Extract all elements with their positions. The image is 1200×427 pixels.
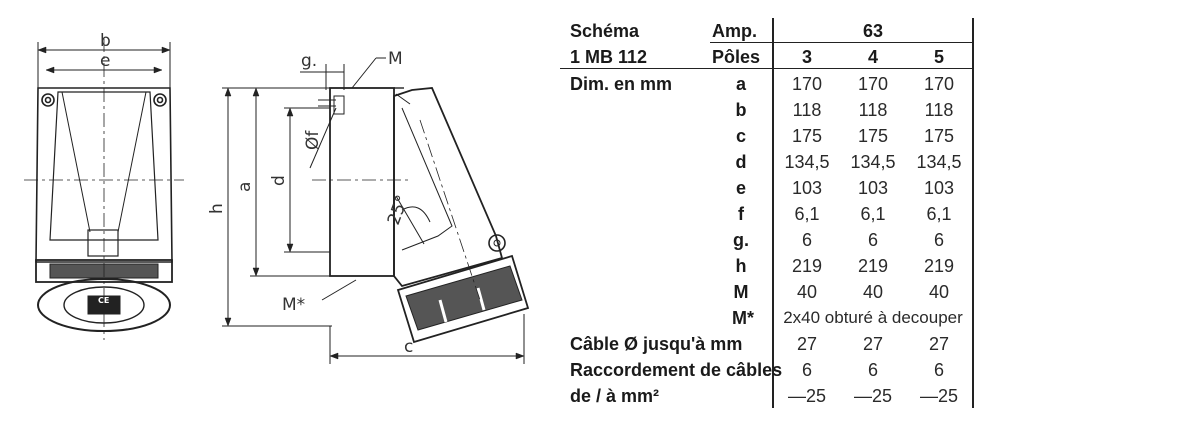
row-value: 134,5 [850,152,896,172]
poles-label: Pôles [712,47,761,67]
row-key: a [735,74,746,94]
dim-label-d: d [269,175,289,186]
table-rule-top [710,42,974,43]
amp-value: 63 [862,21,884,41]
row-value-span: 2x40 obturé à decouper [783,308,963,327]
row-key: c [735,126,746,146]
raccord-label-1: Raccordement de câbles [570,360,783,380]
row-value: 40 [796,282,818,302]
row-value: 118 [924,100,954,120]
ce-mark: CE [98,296,110,305]
row-key: e [735,178,746,198]
row-value: 6,1 [860,204,886,224]
row-value: —25 [787,386,827,406]
row-key: b [735,100,747,120]
row-value: 219 [857,256,889,276]
row-value: 175 [791,126,823,146]
row-value: 118 [792,100,822,120]
row-value: 6 [801,230,812,250]
pole-col-3: 5 [933,47,944,67]
row-value: 175 [923,126,955,146]
row-key: M* [732,308,754,328]
dim-label-angle: 25° [383,192,414,228]
table-rule-header [560,68,974,69]
table-rule-right [972,18,974,408]
row-key: M [733,282,749,302]
row-value: 6 [801,360,812,380]
row-value: 6 [867,230,878,250]
row-value: 27 [862,334,884,354]
pole-col-2: 4 [867,47,878,67]
row-key: h [735,256,747,276]
pole-col-1: 3 [801,47,812,67]
row-value: 6,1 [794,204,820,224]
dims-label: Dim. en mm [570,74,673,94]
row-value: 6 [867,360,878,380]
dim-label-g: g. [301,51,318,71]
cable-label: Câble Ø jusqu'à mm [570,334,743,354]
dim-label-b: b [100,31,111,51]
dim-label-h: h [207,203,227,214]
row-value: 103 [791,178,823,198]
row-value: 40 [928,282,950,302]
row-value: 6 [933,230,944,250]
side-view [222,58,528,364]
row-key: g. [733,230,749,250]
dim-label-c: c [404,337,414,357]
schema-label: Schéma [570,21,640,41]
dim-label-mstar: M* [282,295,306,315]
dim-label-e: e [100,51,111,71]
row-value: 103 [923,178,955,198]
row-value: 170 [791,74,823,94]
spec-table [560,0,1200,427]
row-value: 219 [791,256,823,276]
schema-value: 1 MB 112 [570,47,648,67]
technical-drawing [0,0,560,427]
row-key: f [738,204,744,224]
raccord-label-2: de / à mm² [570,386,660,406]
row-value: 6 [933,360,944,380]
row-value: 40 [862,282,884,302]
row-value: 134,5 [916,152,962,172]
row-value: 170 [923,74,955,94]
row-value: 6,1 [926,204,952,224]
row-value: 118 [858,100,888,120]
row-value: 27 [928,334,950,354]
row-key: d [735,152,747,172]
row-value: —25 [919,386,959,406]
row-value: —25 [853,386,893,406]
row-value: 103 [857,178,889,198]
front-view [24,38,184,340]
row-value: 170 [857,74,889,94]
row-value: 134,5 [784,152,830,172]
dim-label-m: M [388,49,403,69]
row-value: 175 [857,126,889,146]
row-value: 219 [923,256,955,276]
row-value: 27 [796,334,818,354]
dim-label-a: a [235,181,255,192]
dim-label-f: Øf [303,130,323,150]
amp-label: Amp. [712,21,757,41]
